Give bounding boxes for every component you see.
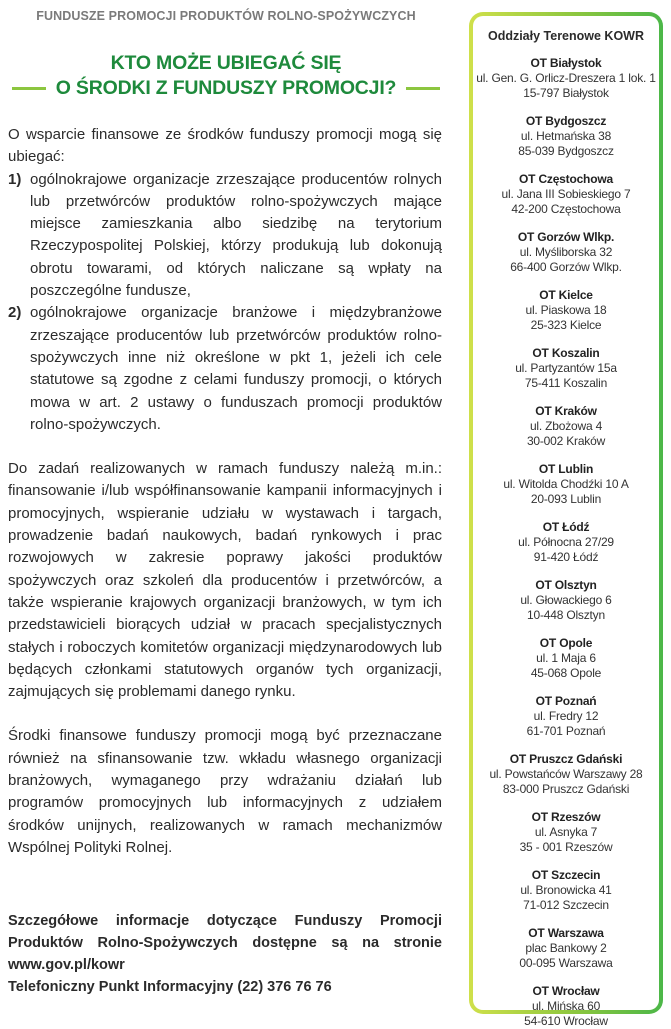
office-street: ul. Asnyka 7 — [534, 825, 598, 839]
office-name: OT Pruszcz Gdański — [509, 752, 623, 766]
office-entry — [473, 114, 659, 159]
main-content — [8, 124, 442, 859]
office-street: ul. Bronowicka 41 — [520, 883, 612, 897]
office-name: OT Opole — [539, 636, 593, 650]
contact-info — [8, 910, 442, 998]
section-label: FUNDUSZE PROMOCJI PRODUKTÓW ROLNO-SPOŻYWCZYCH — [36, 9, 416, 23]
office-city: 61-701 Poznań — [526, 724, 606, 738]
offices-panel — [473, 16, 659, 1028]
office-street: ul. Mińska 60 — [531, 999, 601, 1013]
office-name: OT Białystok — [530, 56, 602, 70]
office-street: ul. Północna 27/29 — [518, 535, 614, 549]
list-number: 1) — [8, 170, 22, 188]
office-entry — [473, 578, 659, 623]
office-name: OT Bydgoszcz — [525, 114, 607, 128]
office-city: 45-068 Opole — [530, 666, 602, 680]
office-entry — [473, 868, 659, 913]
list-text: ogólnokrajowe organizacje branżowe i międzybranżowe zrzeszające producentów lub przetwórców produktów rolno-spożywczych inne niż określone w pkt 1, jeżeli ich cele statutowe są zgodne z celami funduszy promocji, o których mowa w art. 2 ustawy o funduszach promocji produktów rolno-spożywczych. — [30, 304, 442, 433]
office-city: 30-002 Kraków — [526, 434, 606, 448]
office-entry — [473, 230, 659, 275]
decorative-line-right — [406, 87, 440, 90]
office-street: ul. Zbożowa 4 — [529, 419, 603, 433]
office-name: OT Warszawa — [528, 926, 604, 940]
office-name: OT Lublin — [538, 462, 594, 476]
office-name: OT Rzeszów — [531, 810, 601, 824]
office-city: 75-411 Koszalin — [524, 376, 608, 390]
office-city: 54-610 Wrocław — [524, 1014, 608, 1028]
page-title-line2: O ŚRODKI Z FUNDUSZY PROMOCJI? — [55, 77, 397, 99]
office-city: 10-448 Olsztyn — [527, 608, 605, 622]
office-name: OT Wrocław — [532, 984, 600, 998]
sidebar-title: Oddziały Terenowe KOWR — [487, 29, 645, 43]
office-entry — [473, 694, 659, 739]
list-text: ogólnokrajowe organizacje zrzeszające producentów rolnych lub przetwórców produktów rolno-spożywczych mające miejsce zamieszkania albo siedzibę na terytorium Rzeczypospolitej Polskiej, którzy produkują lub dokonują obrotu towarami, od których naliczane są wpłaty na poszczególne fundusze, — [30, 170, 442, 300]
office-entry — [473, 288, 659, 333]
office-city: 66-400 Gorzów Wlkp. — [510, 260, 622, 274]
phone-info: Telefoniczny Punkt Informacyjny (22) 376 76 76 — [8, 979, 332, 995]
info-line-1: Szczegółowe informacje dotyczące Funduszy Promocji — [8, 913, 442, 929]
office-street: ul. 1 Maja 6 — [536, 651, 596, 665]
office-entry — [473, 56, 659, 101]
office-city: 20-093 Lublin — [530, 492, 602, 506]
office-entry — [473, 810, 659, 855]
info-line-2: Produktów Rolno-Spożywczych dostępne są na stronie — [8, 935, 442, 951]
office-city: 85-039 Bydgoszcz — [518, 144, 614, 158]
office-entry — [473, 926, 659, 971]
office-city: 35 - 001 Rzeszów — [519, 840, 613, 854]
office-entry — [473, 346, 659, 391]
list-number: 2) — [8, 304, 22, 322]
office-name: OT Olsztyn — [535, 578, 597, 592]
office-name: OT Szczecin — [531, 868, 601, 882]
office-name: OT Kraków — [535, 404, 597, 418]
website-link[interactable]: www.gov.pl/kowr — [8, 957, 125, 973]
intro-paragraph: O wsparcie finansowe ze środków funduszy promocji mogą się ubiegać: — [8, 126, 442, 166]
office-street: ul. Piaskowa 18 — [525, 303, 607, 317]
office-entry — [473, 172, 659, 217]
office-city: 15-797 Białystok — [523, 86, 609, 100]
office-street: ul. Witolda Chodźki 10 A — [503, 477, 629, 491]
office-street: ul. Gen. G. Orlicz-Dreszera 1 lok. 1 — [476, 71, 656, 85]
office-city: 25-323 Kielce — [530, 318, 602, 332]
office-entry — [473, 520, 659, 565]
funding-paragraph: Środki finansowe funduszy promocji mogą być przeznaczane również na sfinansowanie tzw. wkładu własnego organizacji branżowych, wymaganego przy wdrażaniu działań lub programów promocyjnych lub informacyjnych z udziałem środków unijnych, realizowanych w ramach mechanizmów Wspólnej Polityki Rolnej. — [8, 727, 442, 856]
office-name: OT Kielce — [539, 288, 593, 302]
page-title-line2-row — [0, 76, 452, 101]
office-name: OT Koszalin — [532, 346, 600, 360]
office-list — [473, 56, 659, 1029]
offices-sidebar — [469, 12, 663, 1028]
office-city: 71-012 Szczecin — [523, 898, 609, 912]
office-entry — [473, 752, 659, 797]
office-street: ul. Jana III Sobieskiego 7 — [501, 187, 631, 201]
office-street: ul. Głowackiego 6 — [520, 593, 612, 607]
office-street: ul. Hetmańska 38 — [520, 129, 612, 143]
tasks-paragraph: Do zadań realizowanych w ramach funduszy należą m.in.: finansowanie i/lub współfinansowanie kampanii informacyjnych i promocyjnych, wspieranie udziału w wystawach i targach, prowadzenie badań naukowych, badań rynkowych i prac rozwojowych w zakresie poprawy jakości produktów spożywczych oraz szkoleń dla producentów i przetwórców, a także wspieranie krajowych organizacji branżowych, w tym ich przedstawicieli biorących udział w pracach specjalistycznych stałych i roboczych komitetów organizacji międzynarodowych lub będących członkami statutowych organów tych organizacji, zajmujących się problemami danego rynku. — [8, 460, 442, 701]
office-name: OT Poznań — [535, 694, 597, 708]
office-street: plac Bankowy 2 — [525, 941, 607, 955]
decorative-line-left — [12, 87, 46, 90]
office-street: ul. Fredry 12 — [533, 709, 599, 723]
office-street: ul. Myśliborska 32 — [519, 245, 613, 259]
office-entry — [473, 462, 659, 507]
list-item — [8, 302, 442, 436]
office-name: OT Gorzów Wlkp. — [517, 230, 615, 244]
office-city: 00-095 Warszawa — [519, 956, 613, 970]
page-title-line1: KTO MOŻE UBIEGAĆ SIĘ — [110, 52, 342, 74]
office-city: 42-200 Częstochowa — [511, 202, 621, 216]
office-entry — [473, 636, 659, 681]
list-item — [8, 169, 442, 303]
office-street: ul. Powstańców Warszawy 28 — [489, 767, 643, 781]
office-city: 91-420 Łódź — [533, 550, 599, 564]
office-name: OT Częstochowa — [519, 172, 613, 186]
office-city: 83-000 Pruszcz Gdański — [502, 782, 630, 796]
office-entry — [473, 404, 659, 449]
office-street: ul. Partyzantów 15a — [515, 361, 617, 375]
page-title — [0, 51, 452, 101]
office-entry — [473, 984, 659, 1029]
office-name: OT Łódź — [542, 520, 590, 534]
